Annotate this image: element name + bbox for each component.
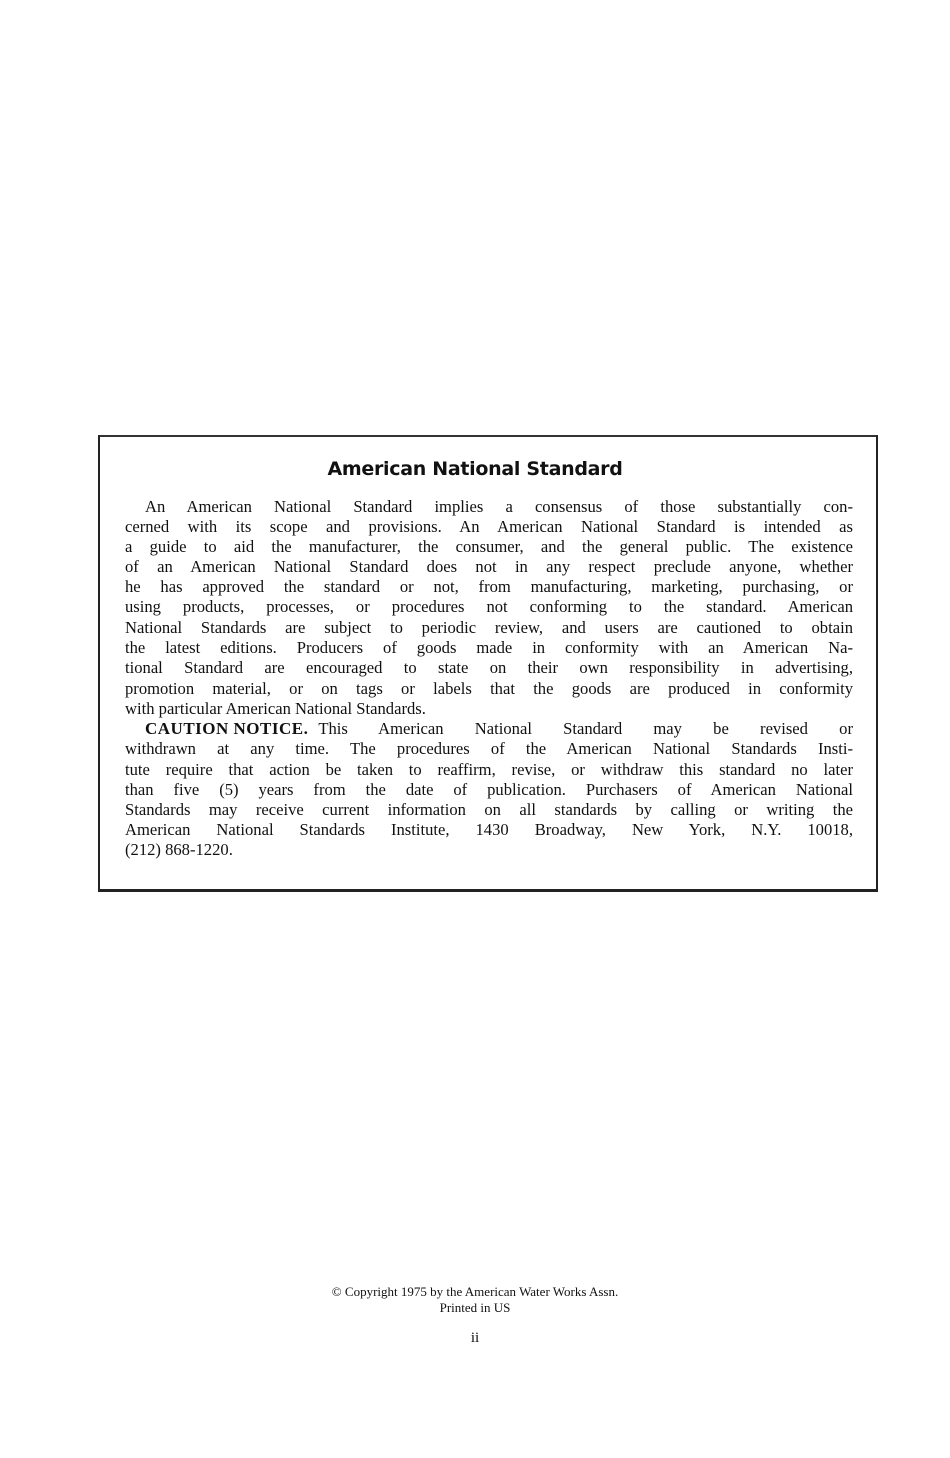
notice-line: he has approved the standard or not, from manufacturing, marketing, purchasing, or — [125, 577, 853, 596]
notice-line: Standards may receive current information on all standards by calling or writing the — [125, 800, 853, 819]
notice-line: of an American National Standard does not in any respect preclude anyone, whether — [125, 557, 853, 576]
caution-text: This American National Standard may be revised or — [318, 719, 853, 738]
copyright-text: © Copyright 1975 by the American Water Works Assn. — [331, 1284, 619, 1299]
notice-line: American National Standards Institute, 1430 Broadway, New York, N.Y. 10018, — [125, 820, 853, 839]
notice-line: National Standards are subject to periodic review, and users are cautioned to obtain — [125, 618, 853, 637]
printed-text: Printed in US — [439, 1300, 511, 1315]
notice-line: with particular American National Standards. — [125, 699, 426, 718]
notice-line: than five (5) years from the date of publication. Purchasers of American National — [125, 780, 853, 799]
notice-line: (212) 868-1220. — [125, 840, 233, 859]
notice-line: An American National Standard implies a consensus of those substantially con- — [145, 497, 853, 516]
caution-line — [145, 719, 853, 739]
notice-line: tional Standard are encouraged to state on their own responsibility in advertising, — [125, 658, 853, 677]
notice-line: a guide to aid the manufacturer, the consumer, and the general public. The existence — [125, 537, 853, 556]
notice-line: cerned with its scope and provisions. An American National Standard is intended as — [125, 517, 853, 536]
notice-line: withdrawn at any time. The procedures of the American National Standards Insti- — [125, 739, 853, 758]
caution-label: CAUTION NOTICE. — [145, 719, 309, 738]
notice-line: using products, processes, or procedures not conforming to the standard. American — [125, 597, 853, 616]
notice-line: the latest editions. Producers of goods made in conformity with an American Na- — [125, 638, 853, 657]
page-number: ii — [470, 1330, 480, 1346]
notice-line: tute require that action be taken to reaffirm, revise, or withdraw this standard no later — [125, 760, 853, 779]
notice-title: American National Standard — [327, 458, 623, 480]
notice-line: promotion material, or on tags or labels that the goods are produced in conformity — [125, 679, 853, 698]
